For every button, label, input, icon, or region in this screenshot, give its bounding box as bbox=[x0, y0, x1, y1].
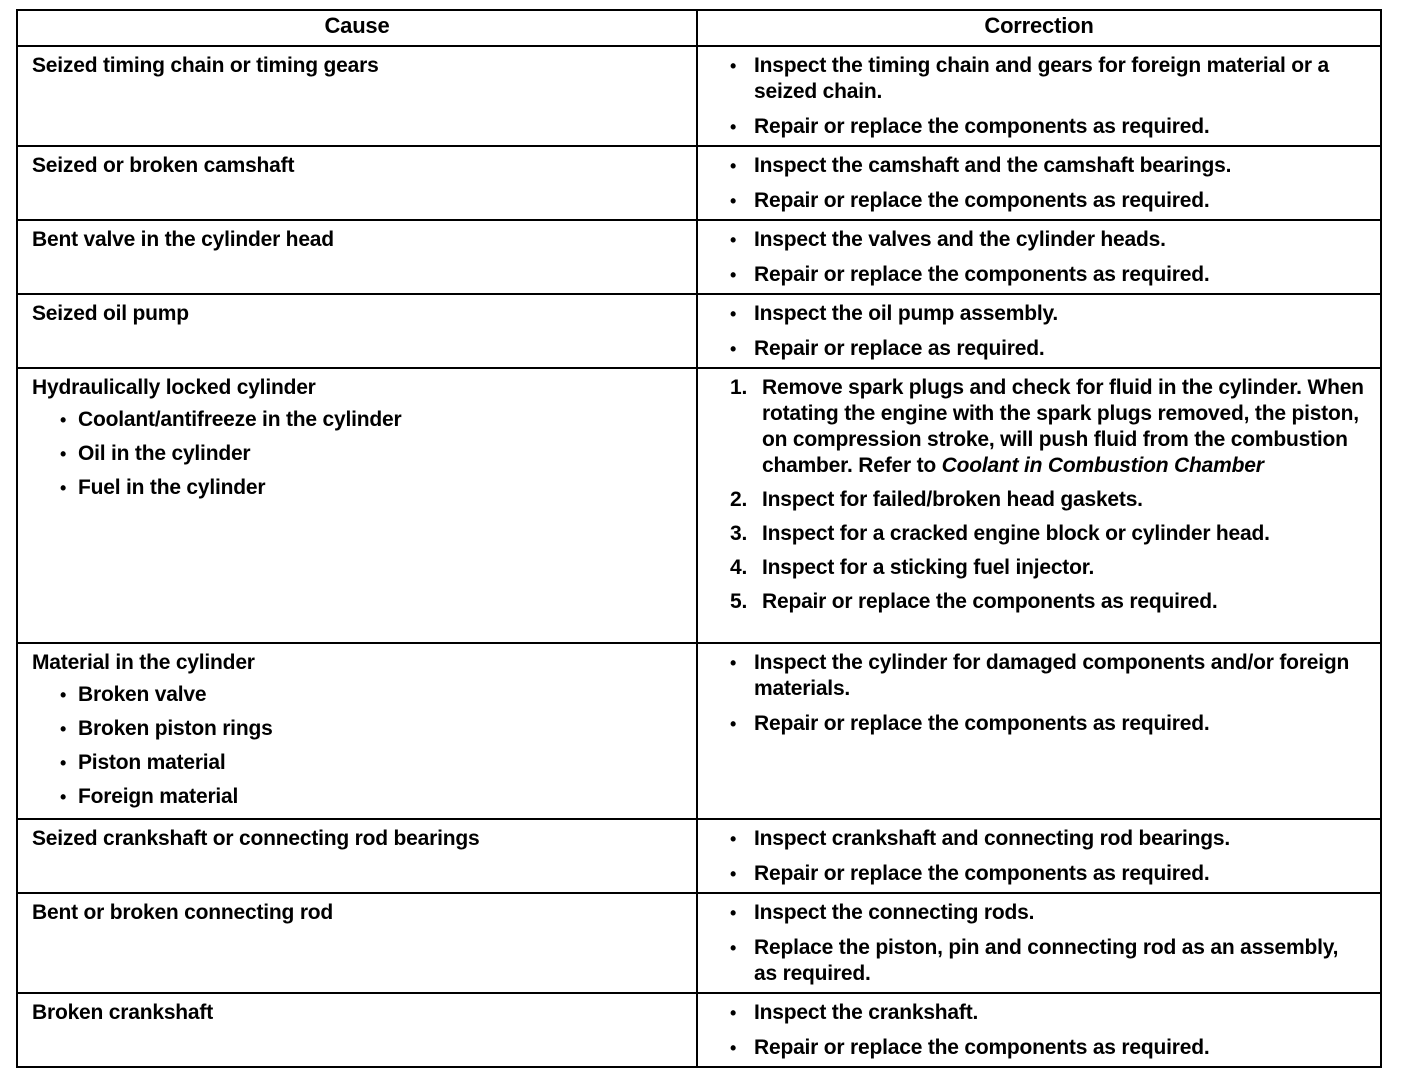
correction-list bbox=[730, 650, 1366, 737]
bullet-icon: • bbox=[730, 714, 737, 734]
table-row bbox=[17, 819, 1381, 893]
cause-cell bbox=[17, 993, 697, 1067]
correction-item: • Repair or replace the components as required. bbox=[730, 263, 1210, 286]
bullet-icon: • bbox=[730, 156, 737, 176]
numbered-step: 2. Inspect for failed/broken head gaskets. bbox=[730, 488, 1143, 511]
bullet-icon: • bbox=[730, 864, 737, 884]
bullet-icon: • bbox=[730, 903, 737, 923]
correction-item: • Inspect the camshaft and the camshaft bearings. bbox=[730, 154, 1232, 177]
table-row bbox=[17, 294, 1381, 368]
cause-subitem: • Piston material bbox=[60, 751, 226, 774]
correction-item: • Repair or replace the components as required. bbox=[730, 115, 1210, 138]
correction-cell bbox=[697, 46, 1381, 146]
correction-cell bbox=[697, 220, 1381, 294]
cause-cell bbox=[17, 368, 697, 643]
numbered-steps bbox=[730, 375, 1366, 615]
step-number: 3. bbox=[730, 522, 748, 545]
correction-cell bbox=[697, 294, 1381, 368]
bullet-icon: • bbox=[730, 304, 737, 324]
bullet-icon: • bbox=[730, 265, 737, 285]
bullet-icon: • bbox=[730, 829, 737, 849]
table-row bbox=[17, 220, 1381, 294]
table-row bbox=[17, 46, 1381, 146]
correction-item: • Inspect the oil pump assembly. bbox=[730, 302, 1059, 325]
correction-list bbox=[730, 900, 1366, 987]
cause-text: Material in the cylinder bbox=[32, 651, 255, 674]
bullet-icon: • bbox=[60, 478, 67, 498]
bullet-icon: • bbox=[730, 339, 737, 359]
bullet-icon: • bbox=[730, 56, 737, 76]
table-row bbox=[17, 993, 1381, 1067]
bullet-icon: • bbox=[730, 653, 737, 673]
document-page bbox=[16, 9, 1380, 1068]
cause-cell bbox=[17, 643, 697, 819]
correction-item: • Inspect the crankshaft. bbox=[730, 1001, 979, 1024]
cause-sublist bbox=[32, 682, 686, 810]
bullet-icon: • bbox=[60, 787, 67, 807]
header-correction: Correction bbox=[697, 10, 1381, 46]
correction-item: • Repair or replace the components as required. bbox=[730, 712, 1210, 735]
step-number: 2. bbox=[730, 488, 748, 511]
cause-cell bbox=[17, 220, 697, 294]
cause-subitem: • Coolant/antifreeze in the cylinder bbox=[60, 408, 402, 431]
cause-cell bbox=[17, 46, 697, 146]
correction-cell bbox=[697, 819, 1381, 893]
correction-list bbox=[730, 53, 1366, 140]
bullet-icon: • bbox=[60, 753, 67, 773]
cause-text: Broken crankshaft bbox=[32, 1001, 213, 1024]
bullet-icon: • bbox=[60, 410, 67, 430]
correction-list bbox=[730, 826, 1366, 887]
correction-list bbox=[730, 301, 1366, 362]
table-row bbox=[17, 368, 1381, 643]
correction-item: • Repair or replace as required. bbox=[730, 337, 1045, 360]
bullet-icon: • bbox=[730, 938, 737, 958]
cause-text: Seized oil pump bbox=[32, 302, 189, 325]
header-cause: Cause bbox=[17, 10, 697, 46]
cause-cell bbox=[17, 819, 697, 893]
numbered-step: 1. Remove spark plugs and check for fluid in the cylinder. When rotating the engine with the spark plugs removed, the piston, on compression stroke, will push fluid from the combustion chamber. Refer to Coolant in Combustion Chamber bbox=[730, 376, 1364, 477]
cause-text: Seized or broken camshaft bbox=[32, 154, 295, 177]
correction-item: • Repair or replace the components as required. bbox=[730, 1036, 1210, 1059]
cause-text: Bent or broken connecting rod bbox=[32, 901, 334, 924]
cause-cell bbox=[17, 893, 697, 993]
correction-item: • Repair or replace the components as required. bbox=[730, 862, 1210, 885]
cause-cell bbox=[17, 146, 697, 220]
correction-item: • Repair or replace the components as required. bbox=[730, 189, 1210, 212]
numbered-step: 4. Inspect for a sticking fuel injector. bbox=[730, 556, 1095, 579]
cause-sublist bbox=[32, 407, 686, 501]
numbered-step: 5. Repair or replace the components as required. bbox=[730, 590, 1218, 613]
bullet-icon: • bbox=[730, 1038, 737, 1058]
step-number: 5. bbox=[730, 590, 748, 613]
step-number: 4. bbox=[730, 556, 748, 579]
bullet-icon: • bbox=[730, 117, 737, 137]
correction-cell bbox=[697, 993, 1381, 1067]
cause-subitem: • Fuel in the cylinder bbox=[60, 476, 266, 499]
correction-item: • Inspect the connecting rods. bbox=[730, 901, 1035, 924]
cause-subitem: • Broken valve bbox=[60, 683, 207, 706]
bullet-icon: • bbox=[730, 191, 737, 211]
table-row bbox=[17, 893, 1381, 993]
step-number: 1. bbox=[730, 376, 748, 399]
cause-text: Seized crankshaft or connecting rod bearings bbox=[32, 827, 480, 850]
correction-list bbox=[730, 153, 1366, 214]
cause-text: Seized timing chain or timing gears bbox=[32, 54, 379, 77]
correction-list bbox=[730, 1000, 1366, 1061]
correction-cell bbox=[697, 146, 1381, 220]
correction-item: • Inspect the cylinder for damaged components and/or foreign materials. bbox=[730, 651, 1350, 700]
header-row bbox=[17, 10, 1381, 46]
correction-cell bbox=[697, 643, 1381, 819]
bullet-icon: • bbox=[60, 719, 67, 739]
correction-item: • Inspect crankshaft and connecting rod bearings. bbox=[730, 827, 1231, 850]
cause-text: Bent valve in the cylinder head bbox=[32, 228, 334, 251]
bullet-icon: • bbox=[60, 685, 67, 705]
cause-subitem: • Broken piston rings bbox=[60, 717, 273, 740]
correction-item: • Inspect the valves and the cylinder heads. bbox=[730, 228, 1166, 251]
correction-item: • Replace the piston, pin and connecting rod as an assembly, as required. bbox=[730, 936, 1339, 985]
cause-cell bbox=[17, 294, 697, 368]
cause-text: Hydraulically locked cylinder bbox=[32, 376, 316, 399]
correction-cell bbox=[697, 368, 1381, 643]
bullet-icon: • bbox=[730, 1003, 737, 1023]
numbered-step: 3. Inspect for a cracked engine block or cylinder head. bbox=[730, 522, 1270, 545]
bullet-icon: • bbox=[60, 444, 67, 464]
correction-list bbox=[730, 227, 1366, 288]
correction-cell bbox=[697, 893, 1381, 993]
table-row bbox=[17, 643, 1381, 819]
cross-reference: Coolant in Combustion Chamber bbox=[941, 454, 1264, 477]
table-row bbox=[17, 146, 1381, 220]
cause-subitem: • Foreign material bbox=[60, 785, 239, 808]
correction-item: • Inspect the timing chain and gears for foreign material or a seized chain. bbox=[730, 54, 1329, 103]
bullet-icon: • bbox=[730, 230, 737, 250]
diagnosis-table bbox=[16, 9, 1382, 1068]
cause-subitem: • Oil in the cylinder bbox=[60, 442, 251, 465]
